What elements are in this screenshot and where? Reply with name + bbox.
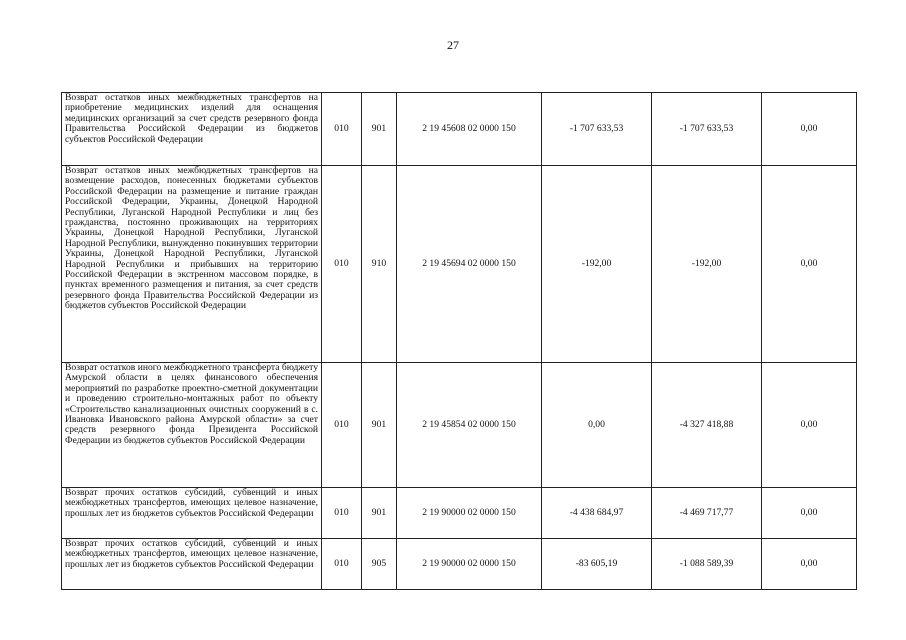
row-description: Возврат прочих остатков субсидий, субвенций и иных межбюджетных трансфертов, имеющих целевое назначение, прошлых лет из бюджетов субъектов Российской Федерации <box>62 488 322 539</box>
table-row <box>62 488 857 539</box>
table-row <box>62 539 857 590</box>
table-row <box>62 166 857 363</box>
row-description: Возврат остатков иных межбюджетных трансфертов на приобретение медицинских изделий для оснащения медицинских организаций за счет средств резервного фонда Правительства Российской Федерации из бюджетов субъектов Российской Федерации <box>62 93 322 166</box>
row-code-1: 010 <box>322 488 362 539</box>
row-value-1: -83 605,19 <box>542 539 652 590</box>
row-value-2: -1 707 633,53 <box>652 93 762 166</box>
row-value-3: 0,00 <box>762 166 857 363</box>
row-value-2: -4 469 717,77 <box>652 488 762 539</box>
row-value-2: -192,00 <box>652 166 762 363</box>
row-code-1: 010 <box>322 166 362 363</box>
row-value-1: -1 707 633,53 <box>542 93 652 166</box>
row-value-3: 0,00 <box>762 93 857 166</box>
row-value-1: -4 438 684,97 <box>542 488 652 539</box>
row-value-3: 0,00 <box>762 488 857 539</box>
table-row <box>62 363 857 488</box>
table-row <box>62 93 857 166</box>
row-kbk: 2 19 45854 02 0000 150 <box>397 363 542 488</box>
row-value-2: -1 088 589,39 <box>652 539 762 590</box>
row-code-1: 010 <box>322 93 362 166</box>
row-code-2: 910 <box>362 166 397 363</box>
row-description: Возврат прочих остатков субсидий, субвенций и иных межбюджетных трансфертов, имеющих целевое назначение, прошлых лет из бюджетов субъектов Российской Федерации <box>62 539 322 590</box>
row-code-2: 901 <box>362 488 397 539</box>
row-kbk: 2 19 45694 02 0000 150 <box>397 166 542 363</box>
page-number: 27 <box>447 38 459 52</box>
row-kbk: 2 19 45608 02 0000 150 <box>397 93 542 166</box>
row-kbk: 2 19 90000 02 0000 150 <box>397 488 542 539</box>
row-value-1: 0,00 <box>542 363 652 488</box>
row-value-1: -192,00 <box>542 166 652 363</box>
row-value-2: -4 327 418,88 <box>652 363 762 488</box>
row-code-1: 010 <box>322 363 362 488</box>
row-value-3: 0,00 <box>762 363 857 488</box>
row-code-1: 010 <box>322 539 362 590</box>
budget-table <box>61 92 857 590</box>
row-code-2: 901 <box>362 93 397 166</box>
row-kbk: 2 19 90000 02 0000 150 <box>397 539 542 590</box>
row-code-2: 901 <box>362 363 397 488</box>
row-value-3: 0,00 <box>762 539 857 590</box>
row-description: Возврат остатков иного межбюджетного трансферта бюджету Амурской области в целях финансового обеспечения мероприятий по разработке проектно-сметной документации и проведению строительно-монтажных работ по объекту «Строительство канализационных очистных сооружений в с. Ивановка Ивановского района Амурской области» за счет средств резервного фонда Президента Российской Федерации из бюджетов субъектов Российской Федерации <box>62 363 322 488</box>
row-code-2: 905 <box>362 539 397 590</box>
row-description: Возврат остатков иных межбюджетных трансфертов на возмещение расходов, понесенных бюджетами субъектов Российской Федерации на размещение и питание граждан Российской Федерации, Украины, Донецкой Народной Республики, Луганской Народной Республики и лиц без гражданства, постоянно проживающих на территориях Украины, Донецкой Народной Республики, Луганской Народной Республики, вынужденно покинувших территории Украины, Донецкой Народной Республики, Луганской Народной Республики и прибывших на территорию Российской Федерации в экстренном массовом порядке, в пунктах временного размещения и питания, за счет средств резервного фонда Правительства Российской Федерации из бюджетов субъектов Российской Федерации <box>62 166 322 363</box>
